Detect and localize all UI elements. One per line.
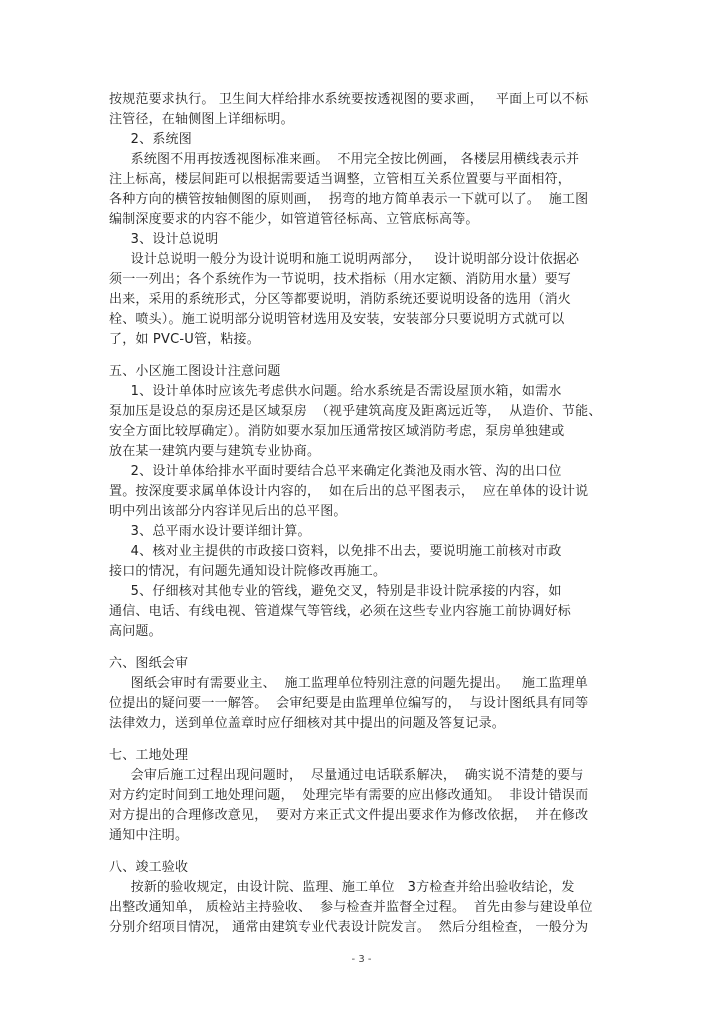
text-line: 置。按深度要求属单体设计内容的， 如在后出的总平图表示， 应在单体的设计说	[109, 484, 589, 499]
text-line: 明中列出该部分内容详见后出的总平图。	[109, 504, 347, 519]
text-line: 5、仔细核对其他专业的管线，避免交叉，特别是非设计院承接的内容，如	[109, 584, 562, 599]
text-line: 4、核对业主提供的市政接口资料，以免排不出去，要说明施工前核对市政	[109, 544, 562, 559]
text-line: 各种方向的横管按轴侧图的原则画， 拐弯的地方简单表示一下就可以了。 施工图	[109, 192, 589, 207]
text-line: 接口的情况，有问题先通知设计院修改再施工。	[109, 564, 387, 579]
page-number: - 3 -	[351, 954, 372, 965]
text-line: 安全方面比较厚确定）。消防如要水泵加压通常按区域消防考虑，泵房单独建或	[109, 424, 565, 439]
text-line: 对方约定时间到工地处理问题， 处理完毕有需要的应出修改通知。 非设计错误而	[109, 788, 589, 803]
text-line: 注上标高，楼层间距可以根据需要适当调整，立管相互关系位置要与平面相符，	[109, 172, 572, 187]
text-line: 通信、电话、有线电视、管道煤气等管线，必须在这些专业内容施工前协调好标	[109, 604, 572, 619]
text-line: 1、设计单体时应该先考虑供水问题。给水系统是否需设屋顶水箱，如需水	[109, 384, 562, 399]
section-heading-6: 六、图纸会审	[109, 656, 189, 671]
text-line: 对方提出的合理修改意见， 要对方来正式文件提出要求作为修改依据， 并在修改	[109, 808, 589, 823]
text-line: 图纸会审时有需要业主、 施工监理单位特别注意的问题先提出。 施工监理单	[109, 676, 588, 691]
text-line: 须一一列出；各个系统作为一节说明，技术指标（用水定额、消防用水量）要写	[109, 272, 572, 287]
text-line: 注管径，在轴侧图上详细标明。	[109, 112, 294, 127]
text-line: 分别介绍项目情况， 通常由建筑专业代表设计院发言。 然后分组检查， 一般分为	[109, 920, 589, 935]
section-heading-7: 七、工地处理	[109, 748, 189, 763]
text-line: 3、总平雨水设计要详细计算。	[109, 524, 311, 539]
text-line: 编制深度要求的内容不能少，如管道管径标高、立管底标高等。	[109, 212, 479, 227]
subheading-design-notes: 3、设计总说明	[109, 232, 219, 247]
text-line: 栓、喷头）。施工说明部分说明管材选用及安装，安装部分只要说明方式就可以	[109, 312, 565, 327]
text-line: 放在某一建筑内要与建筑专业协商。	[109, 444, 321, 459]
text-line: 高问题。	[109, 624, 162, 639]
text-line: 设计总说明一般分为设计说明和施工说明两部分， 设计说明部分设计依据必	[109, 252, 580, 267]
section-heading-8: 八、竣工验收	[109, 860, 189, 875]
text-line: 2、设计单体给排水平面时要结合总平来确定化粪池及雨水管、沟的出口位	[109, 464, 562, 479]
text-line: 通知中注明。	[109, 828, 189, 843]
subheading-system-diagram: 2、系统图	[109, 132, 192, 147]
text-line: 出整改通知单， 质检站主持验收、 参与检查并监督全过程。 首先由参与建设单位	[109, 900, 593, 915]
text-line: 出来，采用的系统形式，分区等都要说明，消防系统还要说明设备的选用（消火	[109, 292, 572, 307]
text-line: 按新的验收规定，由设计院、监理、施工单位 3方检查并给出验收结论，发	[109, 880, 575, 895]
text-line: 泵加压是设总的泵房还是区域泵房 （视乎建筑高度及距离远近等， 从造价、节能、	[109, 404, 602, 419]
text-line: 了，如 PVC-U管，粘接。	[109, 332, 260, 347]
text-line: 法律效力，送到单位盖章时应仔细核对其中提出的问题及答复记录。	[109, 716, 506, 731]
text-line: 系统图不用再按透视图标准来画。 不用完全按比例画， 各楼层用横线表示并	[109, 152, 580, 167]
text-line: 会审后施工过程出现问题时， 尽量通过电话联系解决， 确实说不清楚的要与	[109, 768, 584, 783]
section-heading-5: 五、小区施工图设计注意问题	[109, 364, 281, 379]
text-line: 按规范要求执行。 卫生间大样给排水系统要按透视图的要求画， 平面上可以不标	[109, 92, 589, 107]
text-line: 位提出的疑问要一一解答。 会审纪要是由监理单位编写的， 与设计图纸具有同等	[109, 696, 589, 711]
